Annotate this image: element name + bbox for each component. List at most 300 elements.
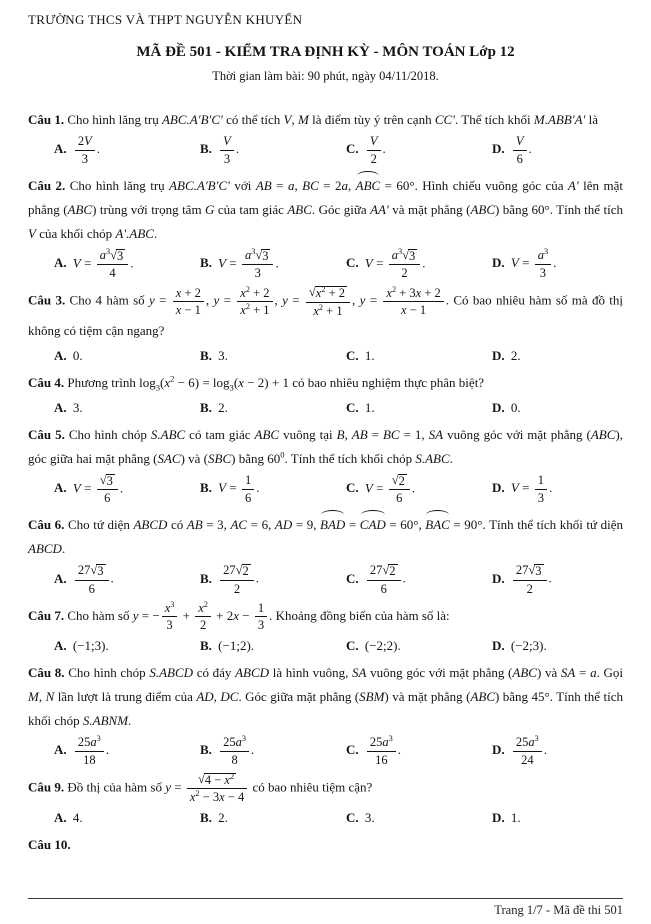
math-var: V — [223, 134, 231, 148]
radicand — [204, 773, 236, 788]
text-run: lần lượt là trung điểm của — [54, 689, 197, 704]
math-fraction — [367, 134, 381, 167]
text-run: 1 — [537, 473, 544, 487]
text-run: ) bằng 60 — [231, 450, 281, 466]
question-number: Câu 1. — [28, 112, 65, 127]
math-var: V — [84, 134, 92, 148]
option-label: B. — [200, 399, 212, 415]
math-var: ABC — [512, 665, 537, 680]
text-run: . — [543, 742, 548, 758]
radical-sign-icon: √ — [402, 247, 409, 262]
math-var: y — [148, 292, 155, 308]
text-run: Cho hình chóp — [68, 665, 150, 680]
text-run: . — [397, 742, 402, 758]
text-run: = 60°. Hình chiếu vuông góc của — [380, 177, 568, 193]
math-var: N — [45, 689, 55, 704]
question-body — [28, 423, 623, 471]
question-number: Câu 7. — [28, 607, 65, 623]
text-run: có tam giác — [185, 426, 255, 442]
option-c — [346, 735, 492, 768]
math-sqrt — [528, 564, 543, 579]
text-run: 27 — [223, 563, 236, 577]
option-label: A. — [54, 347, 67, 363]
math-fraction — [389, 473, 410, 507]
math-var: x — [233, 607, 240, 623]
option-label: D. — [492, 255, 505, 271]
option-b — [200, 635, 346, 657]
text-run: = − — [138, 607, 160, 623]
text-run: 3. — [218, 347, 228, 363]
text-run: − 1 — [181, 303, 201, 318]
text-run: ) bằng 60°. Tính thể tích — [495, 201, 623, 217]
text-run: . — [130, 255, 134, 271]
text-run: . — [153, 225, 158, 241]
math-fraction — [389, 248, 421, 282]
option-b — [200, 563, 346, 597]
radical-sign-icon: √ — [528, 563, 536, 577]
text-run: là hình vuông, — [269, 665, 353, 680]
text-run: 1. — [364, 399, 375, 415]
text-run: 3 — [254, 266, 261, 281]
text-run: . — [105, 742, 110, 758]
exam-title: MÃ ĐỀ 501 - KIỂM TRA ĐỊNH KỲ - MÔN TOÁN Lớp 12 — [136, 44, 515, 60]
question-body — [28, 661, 623, 733]
text-run: 1 — [244, 473, 252, 487]
question-3 — [28, 285, 623, 367]
text-run: 2. — [510, 347, 521, 363]
text-run: . — [235, 141, 240, 157]
math-sqrt — [255, 249, 270, 264]
answer-options — [28, 635, 623, 657]
option-label: A. — [54, 480, 67, 496]
text-run: 3 — [539, 265, 546, 280]
math-var: AD — [274, 517, 293, 532]
option-d — [492, 248, 623, 281]
question-7 — [28, 601, 623, 658]
text-run: = 6, — [247, 517, 275, 532]
option-d — [492, 473, 623, 506]
math-var: V — [72, 255, 81, 271]
math-fraction — [97, 248, 129, 282]
text-run: 3 — [106, 473, 113, 488]
math-var: x — [386, 285, 392, 300]
math-sqrt — [198, 773, 236, 788]
option-label: D. — [492, 742, 505, 758]
radical-sign-icon: √ — [382, 563, 390, 577]
option-label: B. — [200, 810, 212, 825]
text-run: = — [518, 480, 533, 496]
page-footer — [28, 898, 623, 918]
text-run: ( — [160, 374, 165, 390]
math-var: V — [218, 480, 227, 496]
text-run: 1. — [510, 810, 521, 825]
text-run: 25 — [515, 735, 529, 749]
text-run: có thể tích — [222, 112, 284, 127]
math-var: ABCD — [28, 541, 62, 556]
text-run: + 2 — [249, 285, 270, 300]
text-run: = 9, — [292, 517, 321, 532]
text-run: và mặt phẳng ( — [388, 201, 471, 217]
text-run: 3 — [81, 151, 88, 166]
question-9 — [28, 772, 623, 830]
math-var: a — [287, 177, 295, 193]
math-fraction — [195, 601, 211, 634]
answer-options — [28, 473, 623, 507]
math-var: S.ABCD — [149, 665, 194, 680]
math-var: G — [205, 201, 215, 217]
answer-options — [28, 345, 623, 367]
text-run: − 4 — [224, 790, 245, 805]
math-fraction — [75, 735, 104, 768]
math-var: V — [72, 480, 81, 496]
superscript: 2 — [203, 599, 208, 609]
question-number: Câu 3. — [28, 292, 66, 308]
superscript: 3 — [170, 599, 175, 609]
text-run: . Gọi — [596, 665, 623, 680]
math-var: S.ABC — [150, 426, 186, 442]
text-run: 4. — [72, 810, 83, 825]
text-run: = — [345, 517, 360, 532]
text-run: = — [226, 255, 240, 271]
text-run: có — [167, 517, 187, 532]
question-number: Câu 2. — [28, 177, 66, 193]
superscript: 2 — [195, 789, 200, 799]
text-run: . — [251, 742, 255, 758]
option-c — [346, 134, 492, 167]
math-var: CC′ — [434, 112, 456, 127]
text-run: ) trùng với trọng tâm — [92, 201, 206, 217]
text-run: 3 — [116, 248, 124, 263]
superscript: 3 — [543, 246, 549, 256]
math-fraction — [220, 735, 249, 768]
text-run: 0. — [510, 399, 521, 415]
math-var: A′ — [567, 177, 579, 193]
option-d — [492, 735, 623, 768]
math-var: AB — [351, 426, 368, 442]
math-var: V — [369, 134, 378, 148]
question-body — [28, 601, 623, 634]
text-run: . — [119, 480, 124, 496]
option-d — [492, 635, 623, 657]
math-fraction — [513, 134, 527, 167]
math-var: B — [336, 426, 345, 442]
text-run: 6 — [396, 491, 403, 506]
superscript: 3 — [397, 246, 403, 256]
math-var: ABC.A′B′C′ — [161, 112, 223, 127]
math-var: y — [282, 292, 288, 308]
subscript: 3 — [229, 382, 234, 393]
answer-options — [28, 563, 623, 597]
math-fraction — [97, 473, 118, 507]
option-label: C. — [346, 399, 359, 415]
option-d — [492, 345, 623, 367]
math-fraction — [242, 248, 274, 282]
option-a — [54, 635, 200, 657]
math-angle-hat: BAD — [320, 513, 345, 537]
question-number: Câu 10. — [28, 837, 71, 852]
math-sqrt — [90, 564, 105, 579]
text-run: + 1 — [323, 303, 343, 318]
superscript: 2 — [321, 284, 326, 294]
math-var: V — [510, 480, 519, 496]
option-d — [492, 134, 623, 167]
option-c — [346, 635, 492, 657]
text-run: 6 — [88, 581, 95, 596]
math-var: AC — [230, 517, 248, 532]
option-a — [54, 735, 200, 768]
text-run: , — [274, 292, 283, 308]
text-run: là — [585, 112, 599, 127]
text-run: . — [548, 480, 553, 496]
questions-list — [28, 108, 623, 857]
math-var: y — [213, 292, 220, 308]
radical-sign-icon: √ — [391, 472, 399, 487]
math-var: V — [283, 112, 292, 127]
math-var: ABC — [590, 426, 616, 442]
text-run: . — [110, 570, 114, 586]
math-var: a — [235, 735, 242, 749]
math-var: a — [537, 248, 544, 262]
text-run: . — [128, 713, 132, 728]
math-var: AB — [255, 177, 272, 193]
text-run: 3 — [408, 248, 416, 263]
text-run: 1 — [257, 600, 265, 615]
math-var: x — [198, 600, 204, 615]
text-run: ) và ( — [180, 450, 208, 466]
text-run: 0. — [72, 347, 83, 363]
text-run: lên mặt phẳng ( — [28, 177, 623, 217]
question-5 — [28, 423, 623, 507]
text-run: = — [518, 255, 533, 271]
option-label: A. — [54, 638, 67, 653]
subscript: 3 — [155, 382, 160, 393]
math-sqrt — [392, 474, 407, 489]
math-var: x — [189, 790, 196, 805]
math-var: ABC — [470, 201, 496, 217]
text-run: 3 — [262, 248, 269, 263]
text-run: . — [96, 141, 101, 157]
superscript: 2 — [318, 302, 324, 312]
question-body — [28, 285, 623, 343]
text-run: 2 — [526, 581, 533, 596]
text-run: 3 — [257, 618, 265, 633]
option-label: C. — [346, 638, 359, 653]
radicand — [315, 286, 347, 301]
question-number: Câu 9. — [28, 779, 65, 795]
option-d — [492, 397, 623, 419]
text-run: . Tính thể tích khối chóp — [284, 450, 416, 466]
option-label: C. — [346, 255, 359, 271]
text-run: Đồ thị của hàm số — [67, 779, 166, 795]
superscript: 3 — [241, 733, 247, 743]
math-angle-hat: BAC — [425, 513, 450, 537]
option-label: D. — [492, 399, 505, 415]
text-run: , — [294, 177, 303, 193]
footer-rule — [28, 898, 623, 899]
superscript: 2 — [170, 373, 175, 384]
radicand — [388, 564, 397, 579]
radicand — [534, 564, 543, 579]
answer-options — [28, 248, 623, 282]
math-var: a — [590, 665, 597, 680]
math-fraction — [187, 772, 247, 806]
text-run: có đáy — [193, 665, 236, 680]
math-var: AA′ — [370, 201, 389, 217]
text-run: . — [61, 541, 66, 556]
text-run: (−2;3). — [510, 638, 547, 653]
math-fraction — [535, 248, 551, 281]
text-run: 3 — [537, 490, 544, 505]
math-var: ABC — [287, 201, 312, 217]
math-fraction — [75, 563, 109, 597]
option-label: C. — [346, 347, 359, 363]
math-var: a — [244, 247, 252, 262]
text-run: , — [347, 177, 356, 193]
math-var: a — [341, 177, 348, 193]
text-run: + 2 — [325, 286, 346, 300]
math-var: SAC — [157, 450, 181, 466]
text-run: = — [367, 426, 383, 442]
text-run: ( — [233, 374, 239, 390]
text-run: + 3 — [396, 285, 416, 300]
text-run: của khối chóp — [35, 225, 116, 241]
text-run: . — [402, 570, 406, 586]
math-var: ABC — [470, 689, 495, 704]
option-b — [200, 735, 346, 768]
text-run: = — [372, 255, 387, 271]
superscript: 2 — [245, 284, 250, 294]
text-run: = — [154, 292, 171, 308]
radical-sign-icon: √ — [255, 247, 263, 262]
math-var: A′.ABC — [115, 225, 154, 241]
text-run: 4 — [109, 266, 116, 281]
text-run: . Góc giữa mặt phẳng ( — [238, 689, 360, 704]
text-run: . — [382, 141, 386, 157]
option-label: B. — [200, 347, 212, 363]
text-run: 2 — [199, 618, 207, 633]
option-c — [346, 248, 492, 282]
radicand — [408, 249, 417, 264]
text-run: + 1 — [249, 303, 270, 318]
math-sqrt — [309, 286, 347, 301]
text-run: . — [256, 480, 260, 496]
text-run: . — [275, 255, 279, 271]
question-number: Câu 6. — [28, 517, 65, 532]
math-sqrt — [382, 564, 397, 579]
math-sqrt — [100, 474, 115, 489]
text-run: có bao nhiêu tiệm cận? — [249, 779, 373, 795]
math-var: S.ABNM — [82, 713, 129, 728]
text-run: 8 — [231, 752, 238, 767]
question-body — [28, 371, 623, 395]
text-run: Cho hình lăng trụ — [69, 177, 170, 193]
math-var: ABC — [67, 201, 93, 217]
option-label: C. — [346, 742, 359, 758]
text-run: 24 — [521, 752, 534, 767]
text-run: 3 — [535, 564, 542, 578]
math-var: V — [364, 255, 373, 271]
text-run: = — [219, 292, 236, 308]
option-a — [54, 134, 200, 167]
math-fraction — [255, 601, 267, 634]
option-label: B. — [200, 570, 212, 586]
question-10 — [28, 833, 623, 857]
question-body — [28, 171, 623, 246]
text-run: . Góc giữa — [311, 201, 371, 217]
text-run: 6 — [104, 491, 111, 506]
math-var: x — [224, 772, 230, 787]
math-var: SBC — [208, 450, 232, 466]
math-var: y — [359, 292, 366, 308]
text-run: , — [205, 292, 214, 308]
math-var: SBM — [359, 689, 385, 704]
option-c — [346, 807, 492, 829]
option-label: D. — [492, 347, 505, 363]
question-1 — [28, 108, 623, 167]
math-var: y — [132, 607, 139, 623]
text-run: 18 — [83, 752, 96, 767]
math-var: M.ABB′A′ — [533, 112, 586, 127]
option-c — [346, 345, 492, 367]
text-run: = — [287, 292, 304, 308]
question-body — [28, 772, 623, 806]
math-var: S.ABC — [415, 450, 450, 466]
text-run: . — [255, 570, 260, 586]
math-var: x — [164, 600, 171, 615]
text-run: . Khoảng đồng biến của hàm số là: — [269, 607, 450, 623]
text-run: , — [38, 689, 46, 704]
math-var: ABCD — [235, 665, 270, 680]
math-fraction — [367, 563, 401, 597]
math-var: AB — [186, 517, 203, 532]
math-sqrt — [402, 249, 417, 264]
math-var: x — [401, 303, 407, 318]
text-run: 6 — [244, 490, 252, 505]
text-run: + 2 — [421, 285, 441, 300]
option-b — [200, 807, 346, 829]
text-run: . — [422, 255, 426, 271]
math-fraction — [383, 286, 443, 319]
math-var: y — [165, 779, 171, 795]
text-run: − — [239, 607, 253, 623]
option-label: D. — [492, 480, 505, 496]
math-var: BC — [302, 177, 319, 193]
text-run: 3 — [166, 618, 173, 633]
text-run: = — [575, 665, 591, 680]
question-number: Câu 8. — [28, 665, 65, 680]
answer-options — [28, 735, 623, 768]
exam-duration: Thời gian làm bài: 90 phút, ngày 04/11/2018. — [212, 69, 439, 83]
option-label: B. — [200, 742, 212, 758]
text-run: 2 — [401, 266, 408, 281]
text-run: 2. — [218, 399, 228, 415]
option-label: C. — [346, 141, 359, 157]
math-var: M — [28, 689, 39, 704]
option-d — [492, 807, 623, 829]
text-run: là điểm tùy ý trên cạnh — [308, 112, 435, 127]
text-run: , — [291, 112, 298, 127]
math-var: V — [510, 255, 519, 271]
option-a — [54, 397, 200, 419]
superscript: 3 — [96, 733, 101, 743]
option-label: A. — [54, 742, 67, 758]
radicand — [106, 474, 115, 489]
math-var: a — [528, 735, 535, 749]
text-run: . — [528, 141, 532, 157]
text-run: 2 — [77, 134, 85, 148]
superscript: 3 — [388, 733, 393, 743]
math-angle-hat: ABC — [356, 174, 381, 198]
